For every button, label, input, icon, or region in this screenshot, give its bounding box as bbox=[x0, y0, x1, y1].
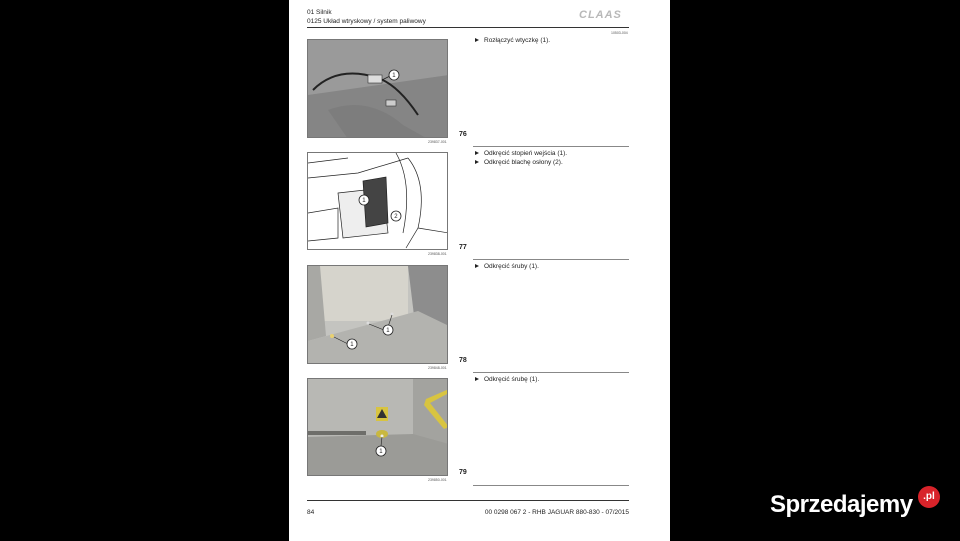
instruction: Odkręcić stopień wejścia (1). bbox=[475, 150, 567, 157]
svg-text:2: 2 bbox=[394, 214, 398, 221]
page-number: 84 bbox=[307, 509, 315, 516]
document-page bbox=[289, 0, 670, 541]
figure-number: 78 bbox=[459, 357, 467, 364]
bullet-arrow-icon bbox=[475, 377, 479, 381]
svg-text:1: 1 bbox=[362, 198, 366, 205]
instruction: Odkręcić śrubę (1). bbox=[475, 376, 539, 383]
footer-reference: 00 0298 067 2 - RHB JAGUAR 880-830 - 07/2015 bbox=[484, 509, 629, 516]
subsection-title: 0125 Układ wtryskowy / system paliwowy bbox=[307, 18, 426, 25]
figure-number: 76 bbox=[459, 131, 467, 138]
step-divider bbox=[473, 259, 629, 260]
bullet-arrow-icon bbox=[475, 264, 479, 268]
figure-number: 77 bbox=[459, 244, 467, 251]
step-photo-1 bbox=[307, 39, 448, 138]
watermark-badge: .pl bbox=[918, 486, 940, 508]
watermark-brand: Sprzedajemy bbox=[770, 491, 913, 518]
svg-text:1: 1 bbox=[350, 342, 354, 349]
photo-id: 239838-001 bbox=[428, 252, 447, 256]
footer-divider bbox=[307, 500, 629, 501]
svg-text:1: 1 bbox=[392, 73, 396, 80]
step-photo-2 bbox=[307, 152, 448, 250]
instruction: Odkręcić śruby (1). bbox=[475, 263, 539, 270]
bullet-arrow-icon bbox=[475, 151, 479, 155]
step-divider bbox=[473, 372, 629, 373]
step-photo-3 bbox=[307, 265, 448, 364]
svg-text:1: 1 bbox=[386, 328, 390, 335]
document-reference: 10503-004 bbox=[611, 31, 628, 35]
header-divider bbox=[307, 27, 629, 28]
photo-id: 239848-001 bbox=[428, 366, 447, 370]
claas-logo: CLAAS bbox=[579, 9, 622, 21]
step-divider bbox=[473, 485, 629, 486]
bullet-arrow-icon bbox=[475, 160, 479, 164]
step-photo-4 bbox=[307, 378, 448, 476]
photo-id: 239850-001 bbox=[428, 478, 447, 482]
section-title: 01 Silnik bbox=[307, 9, 332, 16]
step-divider bbox=[473, 146, 629, 147]
figure-number: 79 bbox=[459, 469, 467, 476]
instruction: Odkręcić blachę osłony (2). bbox=[475, 159, 563, 166]
svg-text:1: 1 bbox=[379, 449, 383, 456]
bullet-arrow-icon bbox=[475, 38, 479, 42]
instruction: Rozłączyć wtyczkę (1). bbox=[475, 37, 550, 44]
photo-id: 239837-001 bbox=[428, 140, 447, 144]
